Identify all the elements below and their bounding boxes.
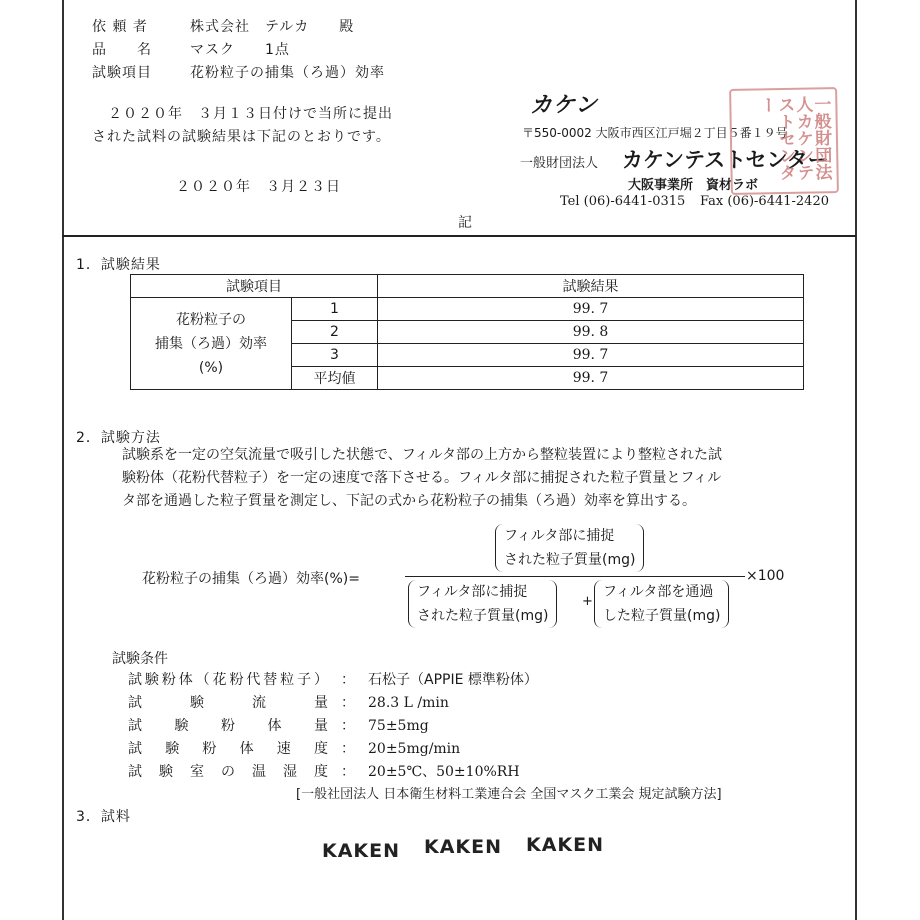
issuer-fax: Fax (06)-6441-2420: [700, 194, 829, 209]
row-label-line1: 花粉粒子の: [176, 311, 246, 328]
issuer-address: 〒550-0002 大阪市西区江戸堀２丁目５番１９号: [522, 126, 788, 140]
conditions-title: 試験条件: [112, 651, 168, 667]
denominator-term2: [594, 580, 729, 628]
kaken-logo: カケン: [530, 93, 598, 118]
sample-label: KAKEN: [322, 840, 401, 862]
condition-colon: ：: [341, 695, 355, 711]
condition-value: 石松子（APPIE 標準粉体）: [368, 672, 538, 688]
issuer-office: 大阪事業所 資材ラボ: [628, 178, 759, 193]
right-border: [855, 0, 857, 920]
section1-title: 1．試験結果: [76, 257, 161, 273]
condition-row: [128, 692, 449, 712]
condition-label: 試験粉体量: [128, 718, 328, 734]
method-line2: 験粉体（花粉代替粒子）を一定の速度で落下させる。フィルタ部に捕捉された粒子質量とフィル: [122, 470, 722, 486]
row-label-cell: [131, 298, 292, 390]
row-label-line3: (%): [198, 359, 224, 376]
row-label-line2: 捕集（ろ過）効率: [155, 335, 267, 352]
test-item-value: 花粉粒子の捕集（ろ過）効率: [190, 65, 385, 81]
average-result: 99. 7: [378, 367, 804, 390]
condition-row: [128, 669, 538, 689]
condition-label: 試験流量: [128, 695, 328, 711]
requester-value: 株式会社 テルカ 殿: [190, 19, 355, 35]
condition-label: 試験粉体速度: [128, 741, 328, 757]
trial-result: 99. 7: [378, 298, 804, 321]
trial-number: 3: [292, 344, 378, 367]
condition-row: [128, 761, 520, 781]
numerator-line1: フィルタ部に捕捉: [504, 528, 615, 544]
condition-row: [128, 738, 460, 758]
plus-sign: +: [582, 594, 593, 609]
ki-mark: 記: [458, 215, 472, 231]
left-border: [62, 0, 64, 920]
item-label: 品 名: [92, 42, 152, 58]
header-divider: [62, 235, 856, 237]
condition-value: 28.3 L /min: [368, 695, 449, 711]
condition-value: 75±5mg: [368, 718, 429, 734]
sample-label: KAKEN: [526, 834, 605, 856]
results-table: [130, 274, 804, 390]
condition-colon: ：: [341, 741, 355, 757]
den1-line2: された粒子質量(mg): [417, 608, 549, 624]
condition-label: 試験粉体（花粉代替粒子）: [128, 672, 328, 688]
average-label: 平均値: [292, 367, 378, 390]
test-item-label: 試験項目: [92, 65, 152, 81]
item-value: マスク 1点: [190, 42, 290, 58]
times-100: ×100: [746, 568, 785, 584]
col-header-result: 試験結果: [378, 275, 804, 298]
den1-line1: フィルタ部に捕捉: [417, 584, 528, 600]
fraction-bar: [405, 576, 745, 577]
trial-number: 1: [292, 298, 378, 321]
condition-value: 20±5mg/min: [368, 741, 461, 757]
method-line3: タ部を通過した粒子質量を測定し、下記の式から花粉粒子の捕集（ろ過）効率を算出する。: [122, 493, 696, 509]
den2-line2: した粒子質量(mg): [603, 608, 721, 624]
section2-title: 2．試験方法: [76, 430, 161, 446]
col-header-item: 試験項目: [131, 275, 378, 298]
den2-line1: フィルタ部を通過: [603, 584, 714, 600]
issuer-org-prefix: 一般財団法人: [520, 156, 599, 171]
method-paragraph: [122, 444, 722, 513]
formula-numerator: [495, 524, 644, 572]
requester-label: 依 頼 者: [92, 19, 148, 35]
trial-result: 99. 7: [378, 344, 804, 367]
sample-label: KAKEN: [424, 836, 503, 858]
condition-row: [128, 715, 429, 735]
numerator-line2: された粒子質量(mg): [504, 552, 636, 568]
trial-number: 2: [292, 321, 378, 344]
condition-label: 試験室の温湿度: [128, 764, 328, 780]
company-seal: 一般財団法人カケンテストセンター: [729, 87, 839, 195]
issuer-org-name: カケンテストセンター: [622, 148, 829, 172]
issue-date: ２０２０年 ３月２３日: [176, 179, 341, 195]
method-line1: 試験系を一定の空気流量で吸引した状態で、フィルタ部の上方から整粒装置により整粒された試: [122, 447, 723, 463]
condition-colon: ：: [341, 764, 355, 780]
trial-result: 99. 8: [378, 321, 804, 344]
condition-colon: ：: [341, 718, 355, 734]
issuer-tel: Tel (06)-6441-0315: [560, 194, 686, 209]
condition-colon: ：: [341, 672, 355, 688]
formula-lhs: 花粉粒子の捕集（ろ過）効率(%)=: [142, 571, 360, 587]
denominator-term1: [408, 580, 557, 628]
condition-value: 20±5℃、50±10%RH: [368, 764, 520, 780]
intro-line2: された試料の試験結果は下記のとおりです。: [92, 129, 391, 145]
intro-line1: ２０２０年 ３月１３日付けで当所に提出: [108, 106, 393, 122]
section3-title: 3．試料: [76, 809, 131, 825]
reference-method: [一般社団法人 日本衛生材料工業連合会 全国マスク工業会 規定試験方法]: [296, 787, 722, 802]
